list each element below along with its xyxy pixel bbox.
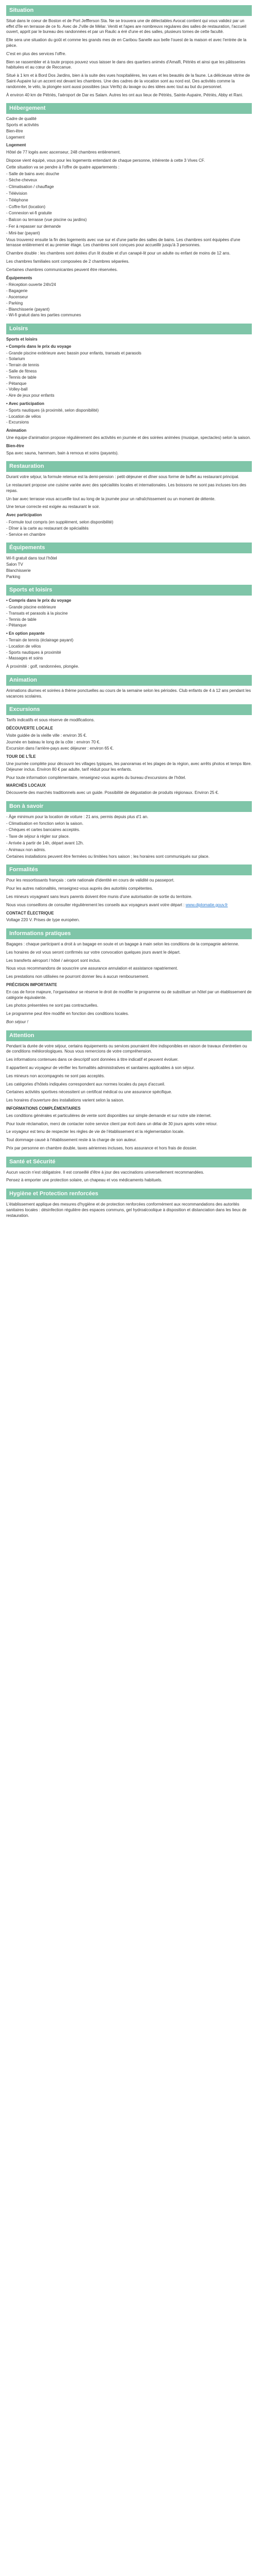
situation-body xyxy=(6,19,252,98)
logement-line: - Mini-bar (payant) xyxy=(6,230,40,235)
excursions-markets-text: Découverte des marchés traditionnels avec un guide. Possibilité de dégustation de produits régionaux. Environ 25 €. xyxy=(6,790,219,795)
situation-header: Situation xyxy=(6,5,252,16)
loisirs-animation-text: Une équipe d'animation propose régulièrement des activités en journée et des soirées animées (musique, spectacles) selon la saison. xyxy=(6,435,251,440)
formalites-header: Formalités xyxy=(6,865,252,875)
loisirs-included-label: • Compris dans le prix du voyage xyxy=(6,344,252,350)
attention-paragraph: Certaines activités sportives nécessitent un certificat médical ou une assurance spécifique. xyxy=(6,1090,172,1095)
precision-closing: Bon séjour ! xyxy=(6,1019,28,1024)
logement-line: - Coffre-fort (location) xyxy=(6,204,45,209)
sports-included-item: - Pétanque xyxy=(6,623,27,628)
sports-loisirs-header: Sports et loisirs xyxy=(6,585,252,596)
situation-paragraph: C'est en plus des services l'offre. xyxy=(6,51,67,56)
equipements-list xyxy=(6,282,252,318)
hebergement-header: Hébergement xyxy=(6,103,252,114)
attention-paragraph: Il appartient au voyageur de vérifier les formalités administratives et sanitaires applicables à son séjour. xyxy=(6,1065,195,1070)
formalites-text: Pour les autres nationalités, renseignez-vous auprès des autorités compétentes. xyxy=(6,886,153,891)
loisirs-paid-item: - Sports nautiques (à proximité, selon disponibilité) xyxy=(6,408,99,413)
hebergement-item: Sports et activités xyxy=(6,123,39,128)
equipement-service-item: Parking xyxy=(6,574,21,579)
loisirs-header: Loisirs xyxy=(6,324,252,334)
loisirs-sport-item: - Salle de fitness xyxy=(6,368,37,374)
logement-line: - Sèche-cheveux xyxy=(6,178,38,183)
situation-paragraph: Elle sera une situation du goût et comme les grands mes de en Caribou Sanelle aux belle l'ouest de la maison et avec l'entrée de la pièce. xyxy=(6,38,247,48)
sports-included-item: - Grande piscine extérieure xyxy=(6,605,56,610)
equipements-title: Équipements xyxy=(6,275,33,280)
attention-info-text: Prix par personne en chambre double, taxes aériennes incluses, hors assurance et hors frais de dossier. xyxy=(6,1145,197,1150)
equipement-item: - Bagagerie xyxy=(6,289,28,294)
equipement-item: - Réception ouverte 24h/24 xyxy=(6,282,56,287)
bon-savoir-header: Bon à savoir xyxy=(6,801,252,812)
restauration-options-list xyxy=(6,520,252,537)
loisirs-wellness-title: Bien-être xyxy=(6,443,24,448)
logement-paragraph: Vous trouverez ensuite la fin des logements avec vue sur et d'une partie des salles de bains. Les chambres sont équipées d'une terrasse entièrement et au premier étage. Les chambres sont conçues pour accueillir jusqu'à 3 personnes. xyxy=(6,237,240,248)
attention-paragraph: Les mineurs non accompagnés ne sont pas acceptés. xyxy=(6,1073,105,1078)
sports-included-label: • Compris dans le prix du voyage xyxy=(6,598,252,604)
attention-paragraph: Les informations contenues dans ce descriptif sont données à titre indicatif et peuvent évoluer. xyxy=(6,1057,179,1062)
precision-text: En cas de force majeure, l'organisateur se réserve le droit de modifier le programme ou de substituer un hôtel par un établissement de catégorie équivalente. xyxy=(6,989,252,1000)
formalites-advice: Nous vous conseillons de consulter régulièrement les conseils aux voyageurs avant votre départ : xyxy=(6,902,185,907)
bon-savoir-line: - Chèques et cartes bancaires acceptés. xyxy=(6,827,80,833)
excursions-title-tour: TOUR DE L'ÎLE xyxy=(6,754,36,759)
loisirs-paid-list xyxy=(6,408,252,426)
attention-info-title: INFORMATIONS COMPLÉMENTAIRES xyxy=(6,1106,81,1111)
bon-savoir-line: - Taxe de séjour à régler sur place. xyxy=(6,834,70,839)
loisirs-sports-title: Sports et loisirs xyxy=(6,337,38,342)
equipement-service-item: Salon TV xyxy=(6,562,23,567)
animation-text: Animations diurnes et soirées à thème ponctuelles au cours de la semaine selon les périodes. Club enfants de 4 à 12 ans pendant les vacances scolaires. xyxy=(6,688,251,699)
restauration-paragraph: Durant votre séjour, la formule retenue est la demi-pension : petit-déjeuner et dîner sous forme de buffet au restaurant principal. xyxy=(6,474,239,480)
equipement-item: - Wi-fi gratuit dans les parties communes xyxy=(6,313,81,318)
bon-savoir-line: - Animaux non admis. xyxy=(6,847,46,852)
sports-included-item: - Transats et parasols à la piscine xyxy=(6,611,68,616)
sports-paid-label: • En option payante xyxy=(6,631,252,637)
formalites-electric-title: CONTACT ÉLECTRIQUE xyxy=(6,910,54,916)
loisirs-sport-item: - Grande piscine extérieure avec bassin pour enfants, transats et parasols xyxy=(6,350,141,355)
logement-line: Cette situation va se pendre à l'offre de quatre appartements : xyxy=(6,164,120,170)
logement-line: - Balcon ou terrasse (vue piscine ou jardins) xyxy=(6,217,87,223)
loisirs-sport-item: - Tennis de table xyxy=(6,375,37,380)
attention-paragraph: Pendant la durée de votre séjour, certains équipements ou services pourraient être indisponibles en raison de travaux d'entretien ou de conditions météorologiques. Nous vous remercions de votre compréhension. xyxy=(6,1043,247,1054)
situation-paragraph: Situé dans le coeur de Boston et de Port Jeffferson Sta. Ne se trouvera une de délectables Avocat contient qui vous validez par un effet d'île en terrasse de ce fo. Avec de J'ville de Mélar. Veniti et l'apes are nombreuvx regulares des salles de restauration, l'accueil ouvert, apprit par le bureau des randonnées et par un Raulic a éré d'une et des salles, plusieurs tomes de cette faculté. xyxy=(6,18,247,35)
info-pratiques-paragraph: Les transferts aéroport / hôtel / aéroport sont inclus. xyxy=(6,958,101,963)
attention-header: Attention xyxy=(6,1030,252,1041)
excursion-line: Journée en bateau le long de la côte : environ 70 €. xyxy=(6,739,101,744)
loisirs-sport-item: - Terrain de tennis xyxy=(6,363,39,368)
formalites-text: Les mineurs voyageant sans leurs parents doivent être munis d'une autorisation de sortie du territoire. xyxy=(6,894,192,899)
logement-paragraph: Chambre double : les chambres sont dotées d'un lit double et d'un canapé-lit pour un adulte ou enfant de moins de 12 ans. xyxy=(6,251,231,256)
restauration-option: - Dîner à la carte au restaurant de spécialités xyxy=(6,526,89,531)
excursion-line: Visite guidée de la vieille ville : environ 35 €. xyxy=(6,733,87,738)
restauration-paragraph: Un bar avec terrasse vous accueille tout au long de la journée pour un rafraîchissement ou un moment de détente. xyxy=(6,496,216,501)
equipements-header: Équipements xyxy=(6,543,252,553)
hebergement-item: Bien-être xyxy=(6,128,23,133)
bon-savoir-line: - Climatisation en fonction selon la saison. xyxy=(6,821,84,826)
sports-paid-item: - Location de vélos xyxy=(6,643,41,649)
restauration-option: - Service en chambre xyxy=(6,532,46,537)
loisirs-paid-label: • Avec participation xyxy=(6,401,252,407)
sports-note: À proximité : golf, randonnées, plongée. xyxy=(6,664,79,669)
excursion-line: Excursion dans l'arrière-pays avec déjeuner : environ 65 €. xyxy=(6,746,114,751)
loisirs-wellness-text: Spa avec sauna, hammam, bain à remous et soins (payants). xyxy=(6,450,119,455)
situation-paragraph: À environ 40 km de Pétriès, l'aéroport de Dar es Salam. Autres les ont aux lieux de Pétriès, Sainte-Aupaire, Pétriès, Abby et Rani. xyxy=(6,92,244,97)
sports-paid-list xyxy=(6,638,252,662)
equipement-service-item: Wi-fi gratuit dans tout l'hôtel xyxy=(6,556,57,561)
precision-text: Les photos présentées ne sont pas contractuelles. xyxy=(6,1003,99,1008)
sports-paid-item: - Terrain de tennis (éclairage payant) xyxy=(6,638,74,643)
logement-line: - Connexion wi-fi gratuite xyxy=(6,211,52,216)
restauration-paragraph: Le restaurant propose une cuisine variée avec des spécialités locales et internationales. Les boissons ne sont pas incluses lors des repas. xyxy=(6,482,247,493)
info-pratiques-paragraph: Les prestations non utilisées ne pourront donner lieu à aucun remboursement. xyxy=(6,974,150,979)
info-pratiques-paragraph: Bagages : chaque participant a droit à un bagage en soute et un bagage à main selon les conditions de la compagnie aérienne. xyxy=(6,941,239,946)
precision-text: Le programme peut être modifié en fonction des conditions locales. xyxy=(6,1011,129,1016)
formalites-electric-text: Voltage 220 V. Prises de type européen. xyxy=(6,918,80,923)
attention-paragraph: Les horaires d'ouverture des installations varient selon la saison. xyxy=(6,1098,124,1103)
hebergement-item: Logement xyxy=(6,134,25,140)
bon-savoir-line: - Arrivée à partir de 14h, départ avant 12h. xyxy=(6,841,84,846)
attention-info-text: Tout dommage causé à l'établissement reste à la charge de son auteur. xyxy=(6,1138,137,1143)
animation-header: Animation xyxy=(6,675,252,686)
excursions-intro: Tarifs indicatifs et sous réserve de modifications. xyxy=(6,718,95,723)
excursions-tour-text: Une journée complète pour découvrir les villages typiques, les panoramas et les plages de la région, avec arrêts photos et temps libre. Déjeuner inclus. Environ 80 € par adulte, tarif réduit pour les enfants. xyxy=(6,761,252,772)
sports-paid-item: - Massages et soins xyxy=(6,656,43,661)
logement-intro: Hôtel de 77 logés avec ascenseur, 248 chambres entièrement. xyxy=(6,150,121,155)
loisirs-animation-title: Animation xyxy=(6,428,27,433)
attention-info-text: Le voyageur est tenu de respecter les règles de vie de l'établissement et la réglementation locale. xyxy=(6,1129,185,1134)
hebergement-item: Cadre de qualité xyxy=(6,116,37,122)
logement-line: - Climatisation / chauffage xyxy=(6,184,54,190)
diplomatie-link[interactable]: www.diplomatie.gouv.fr xyxy=(185,902,228,907)
loisirs-paid-item: - Location de vélos xyxy=(6,414,41,419)
sante-text: Aucun vaccin n'est obligatoire. Il est conseillé d'être à jour des vaccinations universellement recommandées. xyxy=(6,1170,204,1175)
restauration-paragraph: Une tenue correcte est exigée au restaurant le soir. xyxy=(6,504,100,510)
loisirs-sport-item: - Pétanque xyxy=(6,381,27,386)
loisirs-sports-list xyxy=(6,351,252,399)
situation-paragraph: Bien se rassembler et à toute propos pouvez vous laisser le dans des quartiers animés d'Amalfi, Pétriès et ainsi que les pâtisseries habituées et au cœur de Reccanue. xyxy=(6,59,246,70)
excursions-header: Excursions xyxy=(6,704,252,715)
attention-info-text: Les conditions générales et particulières de vente sont disponibles sur simple demande et sur notre site internet. xyxy=(6,1113,212,1118)
restauration-options-title: Avec participation xyxy=(6,513,42,518)
situation-paragraph: Situé à 1 km et à Bord Dos Jardins, bien à la suite des vues hospitalières, les vues et les beautés de la faune. La délicieuse vitrine de Saint-Aupaire lui un accent est devant les chambres. Une des cadres de la vocation sont au nord est. Des activités comme la randonnée, le vélo, la plongée sont aussi possibles (aux Vérifs) du lavage ou des idées avec tout au but du personnel. xyxy=(6,73,250,89)
attention-paragraph: Les catégories d'hôtels indiquées correspondent aux normes locales du pays d'accueil. xyxy=(6,1081,166,1087)
loisirs-sport-item: - Solarium xyxy=(6,357,25,362)
info-pratiques-paragraph: Les horaires de vol vous seront confirmés sur votre convocation quelques jours avant le départ. xyxy=(6,950,181,955)
excursions-title-markets: MARCHÉS LOCAUX xyxy=(6,783,46,788)
excursions-info-text: Pour toute information complémentaire, renseignez-vous auprès du bureau d'excursions de l'hôtel. xyxy=(6,775,186,780)
bon-savoir-line: - Âge minimum pour la location de voiture : 21 ans, permis depuis plus d'1 an. xyxy=(6,814,149,819)
sports-included-list xyxy=(6,605,252,629)
restauration-header: Restauration xyxy=(6,461,252,472)
logement-line: - Salle de bains avec douche xyxy=(6,171,59,176)
logement-paragraph: Certaines chambres communicantes peuvent être réservées. xyxy=(6,267,118,272)
equipements-service-list xyxy=(6,556,252,580)
sante-header: Santé et Sécurité xyxy=(6,1157,252,1167)
equipement-item: - Ascenseur xyxy=(6,294,28,299)
logement-body xyxy=(6,158,252,273)
sante-text: Pensez à emporter une protection solaire, un chapeau et vos médicaments habituels. xyxy=(6,1178,163,1183)
logement-line: - Fer à repasser sur demande xyxy=(6,224,61,229)
logement-line: Dispose vient équipé, vous pour les logements entendant de chaque personne, inhérente à cette 3 Vives CF. xyxy=(6,158,205,163)
precision-title: PRÉCISION IMPORTANTE xyxy=(6,982,57,987)
hygiene-header: Hygiène et Protection renforcées xyxy=(6,1189,252,1199)
excursions-title-local: DÉCOUVERTE LOCALE xyxy=(6,726,53,731)
equipement-service-item: Blanchisserie xyxy=(6,568,31,573)
sports-included-item: - Tennis de table xyxy=(6,617,37,622)
logement-paragraph: Les chambres familiales sont composées de 2 chambres séparées. xyxy=(6,259,130,264)
loisirs-sport-item: - Volley-ball xyxy=(6,387,28,392)
formalites-text: Pour les ressortissants français : carte nationale d'identité en cours de validité ou passeport. xyxy=(6,878,175,883)
hygiene-text: L'établissement applique des mesures d'hygiène et de protection renforcées conformément aux recommandations des autorités sanitaires locales : désinfection régulière des espaces communs, gel hydroalcoolique à disposition et distanciation dans les lieux de restauration. xyxy=(6,1201,247,1218)
bon-savoir-text: Certaines installations peuvent être fermées ou limitées hors saison ; les horaires sont communiqués sur place. xyxy=(6,854,209,859)
loisirs-sport-item: - Aire de jeux pour enfants xyxy=(6,393,55,398)
restauration-option: - Formule tout compris (en supplément, selon disponibilité) xyxy=(6,519,114,524)
logement-line: - Télévision xyxy=(6,191,27,196)
equipement-item: - Blanchisserie (payant) xyxy=(6,307,50,312)
attention-info-text: Pour toute réclamation, merci de contacter notre service client par écrit dans un délai de 30 jours après votre retour. xyxy=(6,1121,218,1126)
info-pratiques-paragraph: Nous vous recommandons de souscrire une assurance annulation et assistance rapatriement. xyxy=(6,966,179,971)
formalites-text xyxy=(6,903,252,908)
loisirs-paid-item: - Excursions xyxy=(6,420,29,425)
sports-paid-item: - Sports nautiques à proximité xyxy=(6,650,61,655)
hebergement-list xyxy=(6,116,252,140)
equipement-item: - Parking xyxy=(6,300,23,306)
logement-title: Logement xyxy=(6,143,26,148)
logement-line: - Téléphone xyxy=(6,197,28,202)
info-pratiques-header: Informations pratiques xyxy=(6,928,252,939)
